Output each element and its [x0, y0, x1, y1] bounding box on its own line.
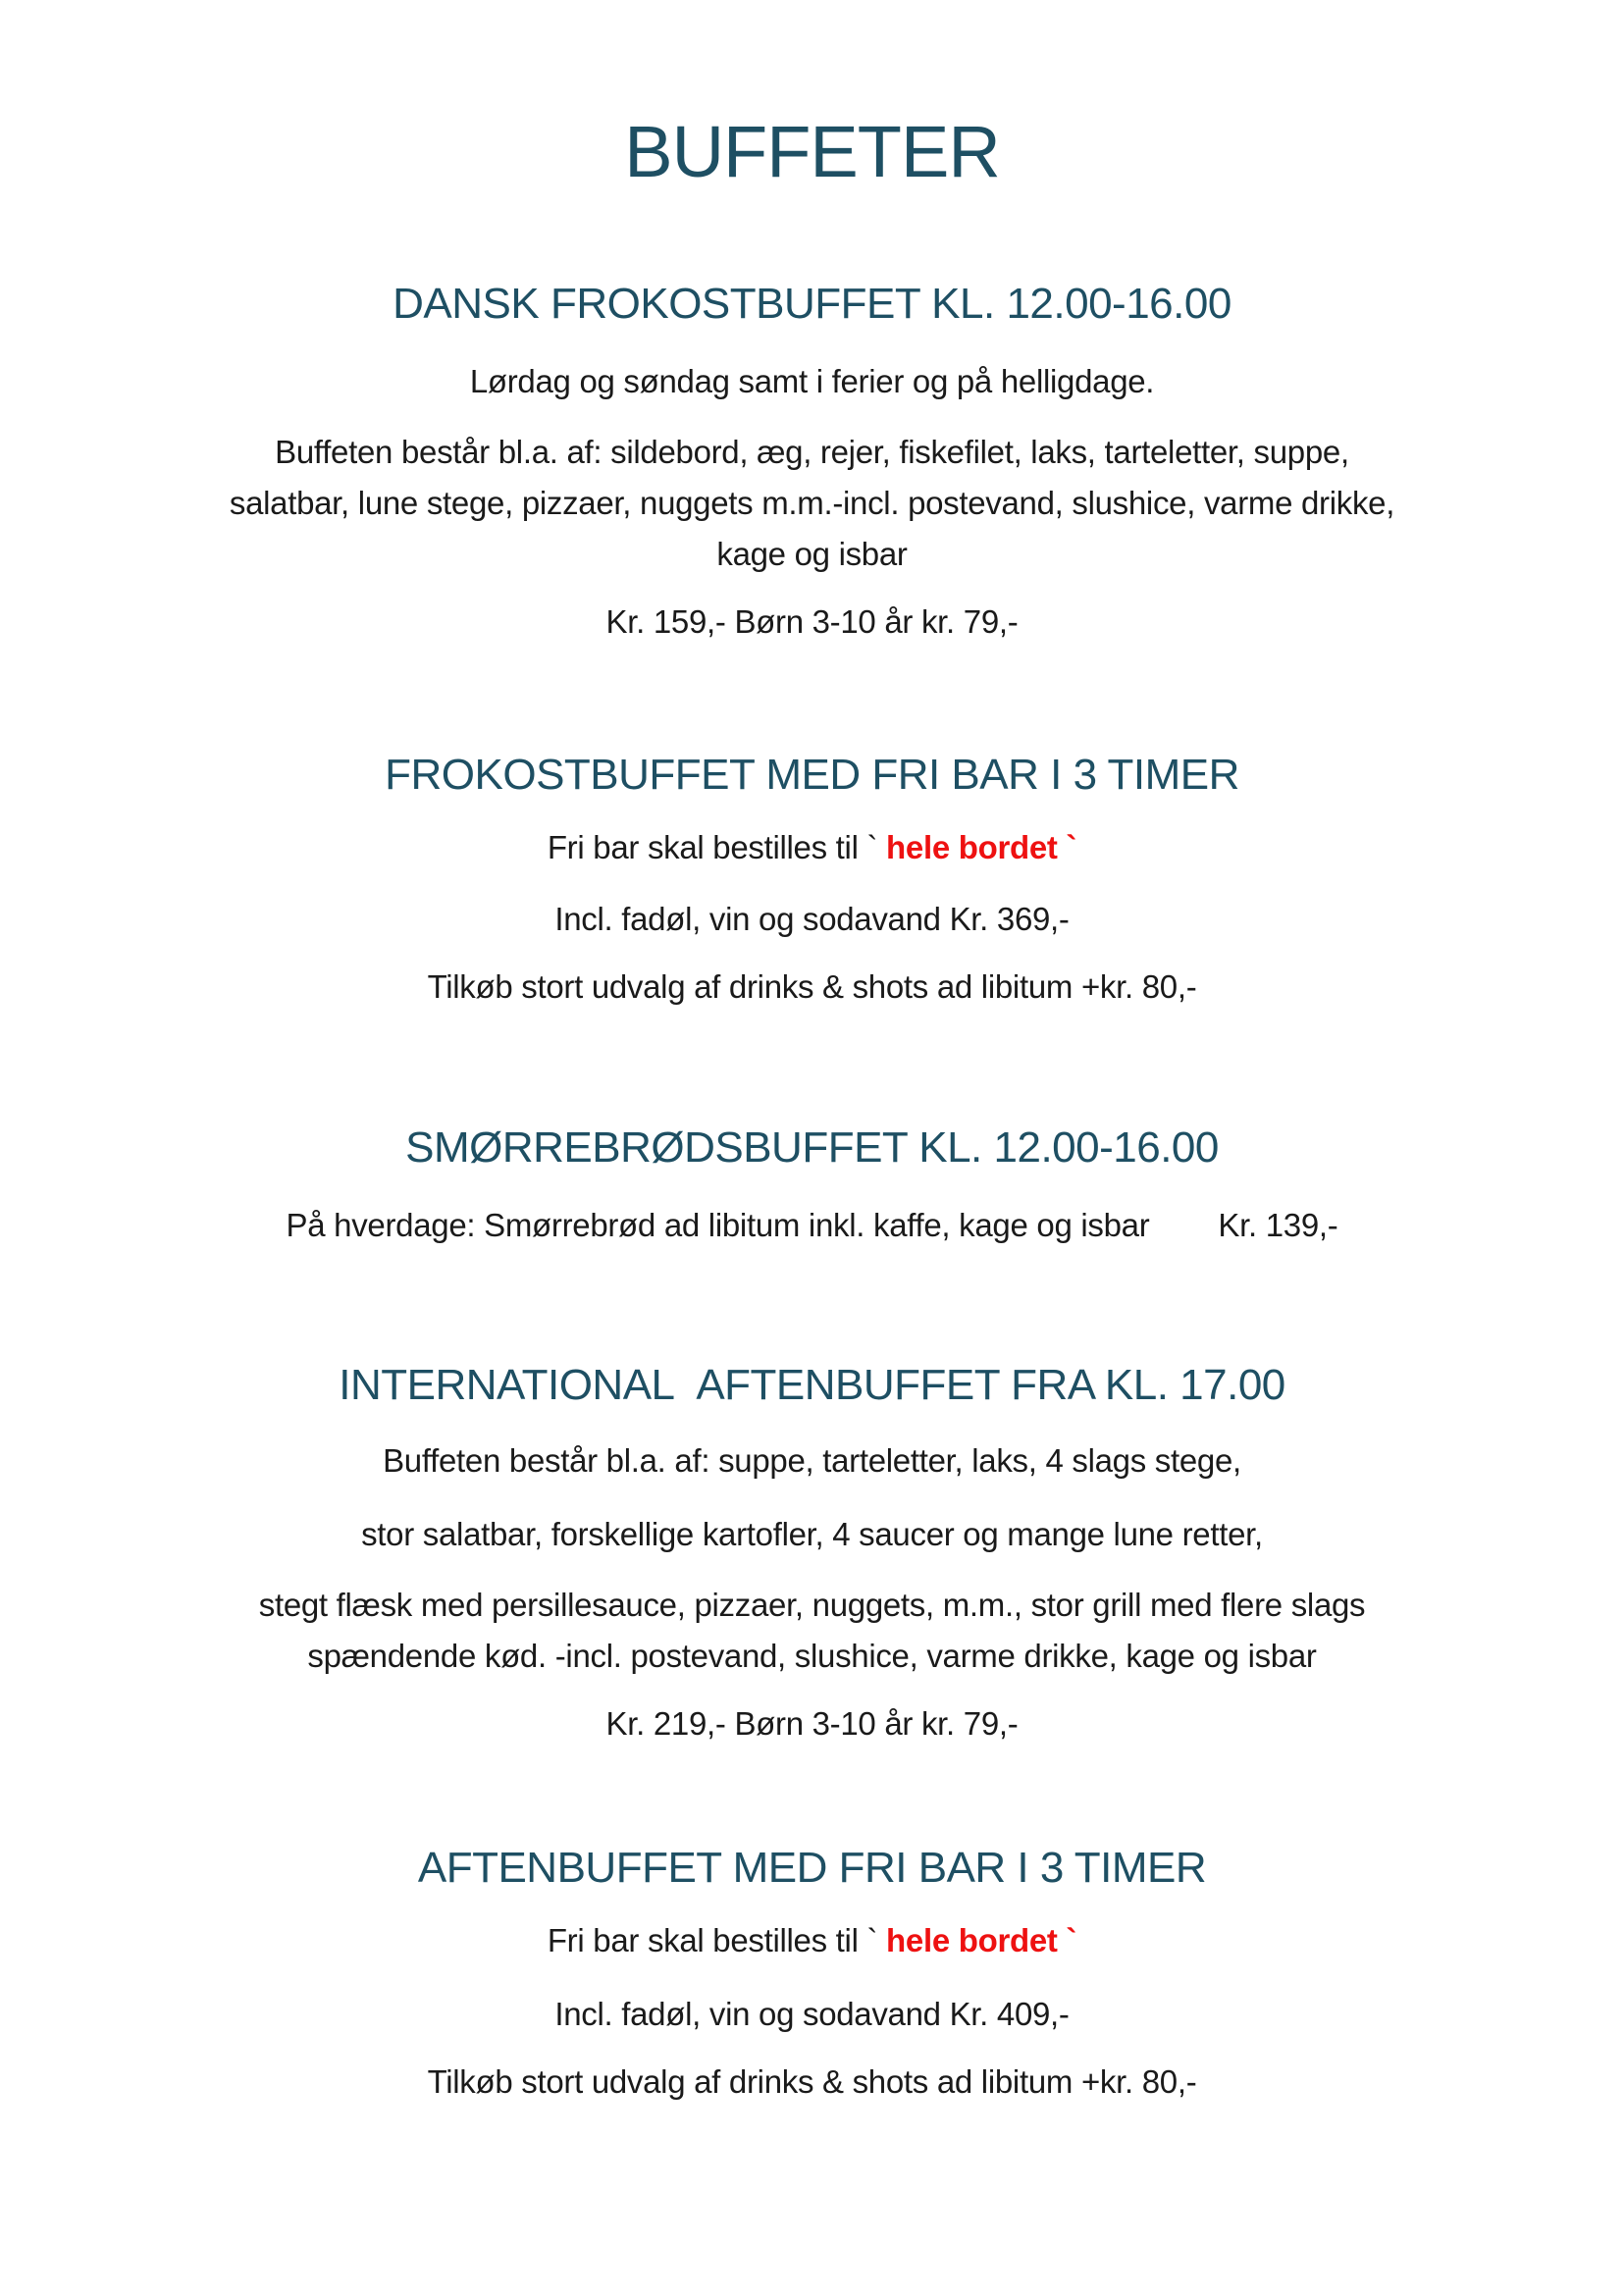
section-heading-international-aftenbuffet: INTERNATIONAL AFTENBUFFET FRA KL. 17.00 — [339, 1361, 1285, 1409]
international-description-3-line-2: spændende kød. -incl. postevand, slushice, varme drikke, kage og isbar — [307, 1638, 1317, 1674]
dansk-description-line-1: Buffeten består bl.a. af: sildebord, æg, rejer, fiskefilet, laks, tarteletter, suppe, — [275, 434, 1349, 470]
international-description-3 — [0, 1580, 1624, 1682]
dansk-opening-days: Lørdag og søndag samt i ferier og på helligdage. — [469, 363, 1155, 399]
smorrebrod-details — [0, 1209, 1624, 1241]
frokost-fribar-included: Incl. fadøl, vin og sodavand Kr. 369,- — [554, 901, 1070, 937]
section-heading-smorrebrodsbuffet: SMØRREBRØDSBUFFET KL. 12.00-16.00 — [405, 1123, 1219, 1172]
frokost-fribar-addon: Tilkøb stort udvalg af drinks & shots ad libitum +kr. 80,- — [427, 968, 1197, 1005]
section-heading-aftenbuffet-fri-bar: AFTENBUFFET MED FRI BAR I 3 TIMER — [417, 1844, 1207, 1892]
aften-fribar-note-prefix: Fri bar skal bestilles til ` — [547, 1922, 887, 1958]
aften-fribar-note-highlight: hele bordet ` — [886, 1922, 1077, 1958]
international-description-1: Buffeten består bl.a. af: suppe, tarteletter, laks, 4 slags stege, — [383, 1442, 1241, 1479]
page-title: BUFFETER — [624, 111, 1000, 192]
dansk-description-line-2: salatbar, lune stege, pizzaer, nuggets m.m.-incl. postevand, slushice, varme drikke, — [229, 485, 1395, 521]
frokost-fribar-note-highlight: hele bordet ` — [886, 829, 1077, 865]
dansk-price: Kr. 159,- Børn 3-10 år kr. 79,- — [605, 603, 1019, 640]
smorrebrod-price: Kr. 139,- — [1218, 1207, 1338, 1243]
aften-fribar-included: Incl. fadøl, vin og sodavand Kr. 409,- — [554, 1996, 1070, 2032]
smorrebrod-description: På hverdage: Smørrebrød ad libitum inkl. kaffe, kage og isbar — [286, 1207, 1150, 1243]
frokost-fribar-note-prefix: Fri bar skal bestilles til ` — [547, 829, 887, 865]
international-description-2: stor salatbar, forskellige kartofler, 4 saucer og mange lune retter, — [361, 1516, 1263, 1552]
international-description-3-line-1: stegt flæsk med persillesauce, pizzaer, nuggets, m.m., stor grill med flere slags — [258, 1587, 1366, 1623]
international-price: Kr. 219,- Børn 3-10 år kr. 79,- — [605, 1705, 1019, 1742]
aften-fribar-addon: Tilkøb stort udvalg af drinks & shots ad libitum +kr. 80,- — [427, 2063, 1197, 2100]
frokost-fribar-note — [0, 830, 1624, 865]
section-heading-dansk-frokostbuffet: DANSK FROKOSTBUFFET KL. 12.00-16.00 — [393, 280, 1231, 328]
dansk-description — [0, 427, 1624, 580]
aften-fribar-note — [0, 1923, 1624, 1958]
section-heading-frokostbuffet-fri-bar: FROKOSTBUFFET MED FRI BAR I 3 TIMER — [385, 751, 1239, 799]
dansk-description-line-3: kage og isbar — [716, 536, 908, 572]
